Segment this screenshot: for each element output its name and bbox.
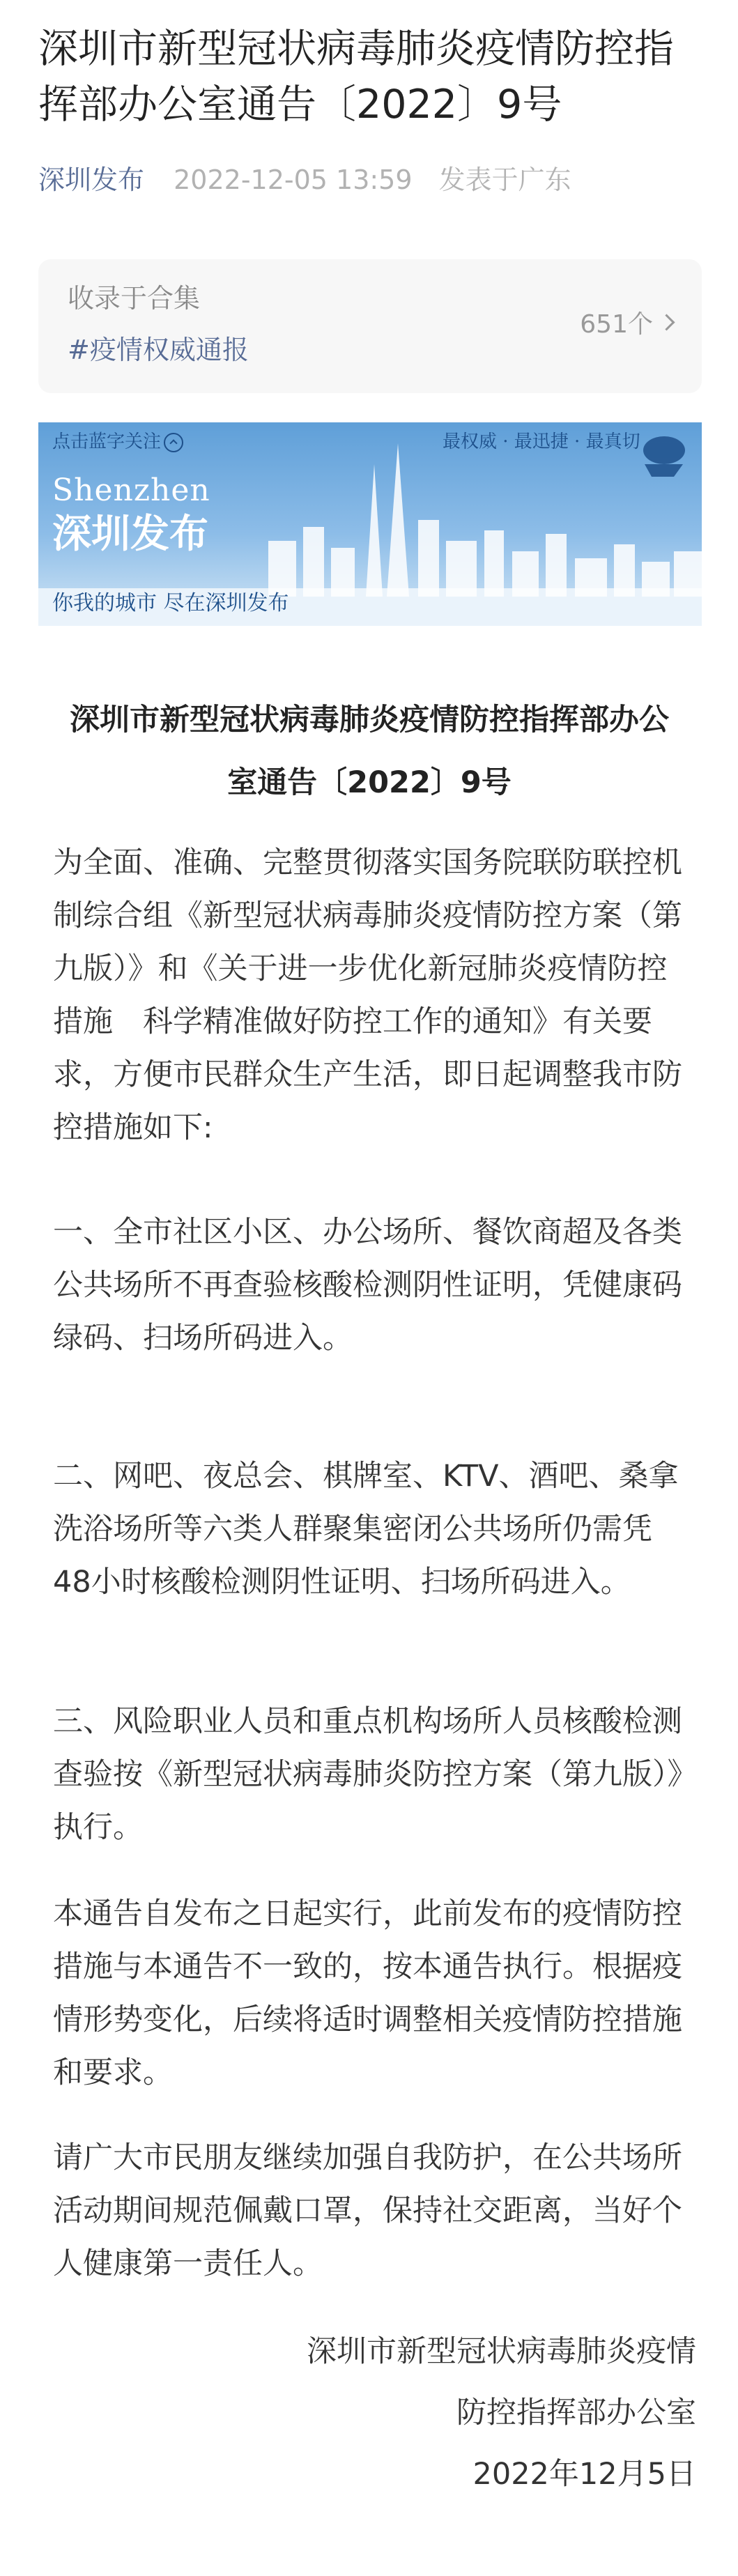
- banner-tagline: 你我的城市 尽在深圳发布: [52, 591, 289, 615]
- collection-label: 收录于合集: [68, 283, 201, 314]
- notice-paragraph: 请广大市民朋友继续加强自我防护，在公共场所活动期间规范佩戴口罩，保持社交距离，当好个人健康第一责任人。: [53, 2140, 682, 2281]
- notice-paragraph: 二、网吧、夜总会、棋牌室、KTV、酒吧、桑拿洗浴场所等六类人群聚集密闭公共场所仍需凭48小时核酸检测阴性证明、扫场所码进入。: [53, 1459, 679, 1600]
- notice-heading: 深圳市新型冠状病毒肺炎疫情防控指挥部办公室通告〔2022〕9号: [70, 703, 669, 800]
- signature-issuer-line2: 防控指挥部办公室: [456, 2395, 696, 2430]
- banner-brand-en: Shenzhen: [52, 473, 210, 508]
- signature-issuer-line1: 深圳市新型冠状病毒肺炎疫情: [307, 2334, 696, 2369]
- notice-paragraph: 为全面、准确、完整贯彻落实国务院联防联控机制综合组《新型冠状病毒肺炎疫情防控方案（第九版）》和《关于进一步优化新冠肺炎疫情防控措施 科学精准做好防控工作的通知》有关要求，方便市民群众生产生活，即日起调整我市防控措施如下:: [53, 845, 682, 1145]
- notice-paragraph: 一、全市社区小区、办公场所、餐饮商超及各类公共场所不再查验核酸检测阴性证明，凭健康码绿码、扫场所码进入。: [53, 1215, 682, 1356]
- notice-paragraph: 三、风险职业人员和重点机构场所人员核酸检测查验按《新型冠状病毒肺炎防控方案（第九版）》执行。: [53, 1704, 682, 1845]
- collection-card[interactable]: [38, 259, 702, 393]
- follow-prompt[interactable]: [52, 428, 183, 456]
- notice-paragraph: 本通告自发布之日起实行，此前发布的疫情防控措施与本通告不一致的，按本通告执行。根据疫情形势变化，后续将适时调整相关疫情防控措施和要求。: [53, 1896, 682, 2090]
- collection-tag-link[interactable]: #疫情权威通报: [68, 335, 249, 365]
- follow-text: 点击蓝字关注: [52, 431, 162, 452]
- article-title: 深圳市新型冠状病毒肺炎疫情防控指挥部办公室通告〔2022〕9号: [38, 26, 674, 128]
- banner-slogan: 最权威 · 最迅捷 · 最真切: [443, 431, 640, 452]
- article-meta: [38, 159, 571, 201]
- account-name-link[interactable]: 深圳发布: [38, 164, 145, 195]
- publish-datetime: 2022-12-05 13:59: [174, 164, 413, 195]
- chevron-right-icon: [658, 314, 675, 330]
- banner-brand-cn: 深圳发布: [52, 511, 208, 557]
- signature-date: 2022年12月5日: [472, 2457, 696, 2492]
- notice-signature: [208, 2321, 696, 2505]
- publish-location: 发表于广东: [438, 164, 571, 195]
- arrow-up-circle-icon: [164, 433, 183, 452]
- account-banner-image[interactable]: [38, 422, 702, 626]
- collection-count: 651个: [580, 310, 653, 339]
